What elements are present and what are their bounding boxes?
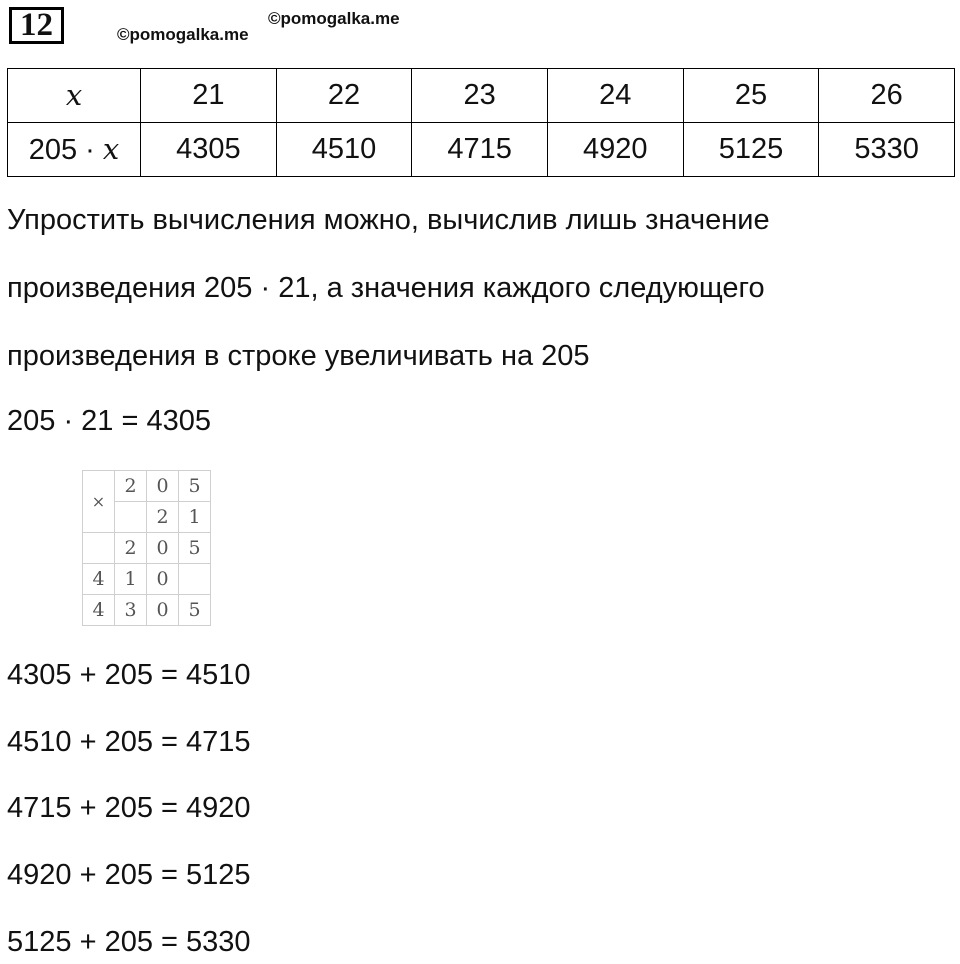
digit-cell: 2 [147, 502, 179, 533]
table-cell: 24 [547, 69, 683, 123]
table-cell: 4920 [547, 123, 683, 177]
table-cell: 4510 [276, 123, 412, 177]
addition-step: 5125 + 205 = 5330 [7, 926, 251, 958]
first-product: 205 · 21 = 4305 [7, 405, 211, 437]
addition-step: 4715 + 205 = 4920 [7, 792, 251, 824]
digit-cell: 1 [179, 502, 211, 533]
task-number: 12 [9, 7, 64, 44]
digit-cell: 5 [179, 471, 211, 502]
addition-step: 4510 + 205 = 4715 [7, 726, 251, 758]
digit-cell [83, 533, 115, 564]
table-cell: 23 [412, 69, 548, 123]
multiply-sign: × [83, 471, 115, 533]
watermark: ©pomogalka.me [117, 25, 249, 44]
digit-cell: 5 [179, 533, 211, 564]
mult-row [83, 471, 211, 502]
digit-cell [115, 502, 147, 533]
addition-step: 4920 + 205 = 5125 [7, 859, 251, 891]
table-cell: 4305 [141, 123, 277, 177]
digit-cell: 0 [147, 471, 179, 502]
table-cell: 26 [819, 69, 955, 123]
table-cell: 5125 [683, 123, 819, 177]
table-cell: 5330 [819, 123, 955, 177]
table-cell: 22 [276, 69, 412, 123]
digit-cell: 0 [147, 595, 179, 626]
digit-cell: 2 [115, 471, 147, 502]
table-cell: 4715 [412, 123, 548, 177]
explanation-line: Упростить вычисления можно, вычислив лишь значение [7, 204, 770, 236]
digit-cell: 5 [179, 595, 211, 626]
explanation-line: произведения в строке увеличивать на 205 [7, 340, 590, 372]
digit-cell: 0 [147, 533, 179, 564]
table-row-product [8, 123, 955, 177]
explanation-line: произведения 205 · 21, а значения каждого следующего [7, 272, 765, 304]
digit-cell [179, 564, 211, 595]
variable-x: x [102, 132, 120, 166]
column-multiplication [82, 470, 211, 626]
mult-row [83, 564, 211, 595]
addition-step: 4305 + 205 = 4510 [7, 659, 251, 691]
digit-cell: 1 [115, 564, 147, 595]
table-row-x [8, 69, 955, 123]
mult-row [83, 533, 211, 564]
digit-cell: 4 [83, 564, 115, 595]
variable-x: x [65, 78, 83, 112]
digit-cell: 4 [83, 595, 115, 626]
watermark: ©pomogalka.me [268, 9, 400, 28]
values-table [7, 68, 955, 177]
table-cell: 21 [141, 69, 277, 123]
row-label-product [8, 123, 141, 177]
digit-cell: 2 [115, 533, 147, 564]
table-cell: 25 [683, 69, 819, 123]
row-label-number: 205 · [28, 134, 103, 166]
row-label-x [8, 69, 141, 123]
digit-cell: 3 [115, 595, 147, 626]
digit-cell: 0 [147, 564, 179, 595]
mult-row [83, 595, 211, 626]
